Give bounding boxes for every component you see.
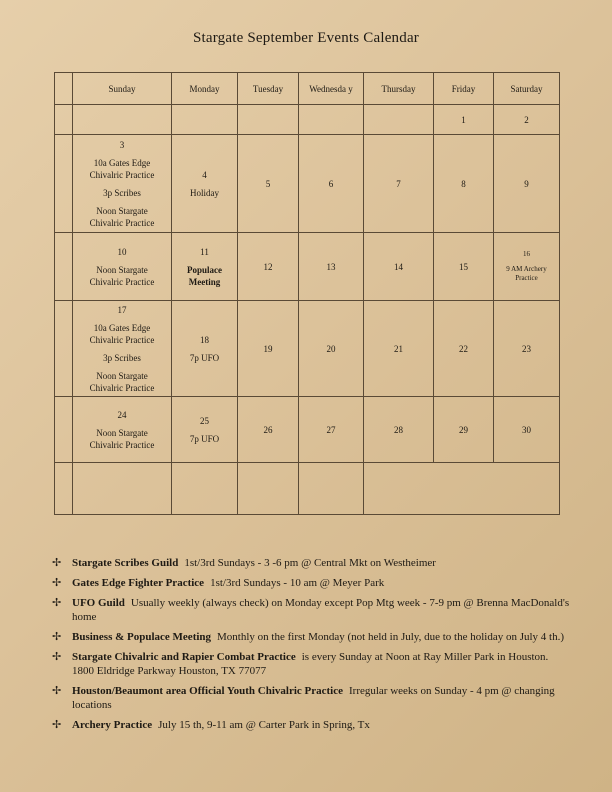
week-gutter [55, 233, 73, 301]
day-cell: 6 [299, 135, 364, 233]
day-cell [172, 397, 238, 463]
day-header-tuesday: Tuesday [238, 73, 299, 105]
event-text: Noon Stargate Chivalric Practice [89, 205, 155, 228]
day-cell: 29 [434, 397, 494, 463]
day-cell: 19 [238, 301, 299, 397]
day-header-sunday: Sunday [73, 73, 172, 105]
week-gutter [55, 73, 73, 105]
day-header-wednesday: Wednesda y [299, 73, 364, 105]
day-cell [364, 463, 560, 515]
week-gutter [55, 463, 73, 515]
day-cell: 9 [494, 135, 560, 233]
note-text: is every Sunday at Noon at Ray Miller Park in Houston. 1800 Eldridge Parkway Houston, TX 77077 [72, 651, 549, 677]
event-text: 7p UFO [189, 433, 220, 444]
day-cell: 12 [238, 233, 299, 301]
day-header-thursday: Thursday [364, 73, 434, 105]
day-cell [73, 301, 172, 397]
day-cell [73, 135, 172, 233]
week-gutter [55, 301, 73, 397]
day-header-saturday: Saturday [494, 73, 560, 105]
note-title: Gates Edge Fighter Practice [72, 577, 205, 589]
week-row [55, 105, 560, 135]
list-item [52, 576, 572, 590]
day-cell [172, 105, 238, 135]
date-number: 25 [200, 415, 209, 426]
date-number: 3 [119, 139, 125, 150]
day-cell: 15 [434, 233, 494, 301]
date-number: 11 [200, 246, 209, 257]
note-title: Archery Practice [72, 719, 153, 731]
day-header-friday: Friday [434, 73, 494, 105]
day-cell: 2 [494, 105, 560, 135]
week-row [55, 135, 560, 233]
day-cell: 20 [299, 301, 364, 397]
day-cell [73, 397, 172, 463]
day-cell [73, 463, 172, 515]
calendar-header-row [55, 73, 560, 105]
day-cell: 27 [299, 397, 364, 463]
event-notes-list [52, 556, 572, 738]
day-cell [299, 463, 364, 515]
note-text: Monthly on the first Monday (not held in July, due to the holiday on July 4 th.) [217, 631, 565, 643]
day-cell: 22 [434, 301, 494, 397]
week-gutter [55, 397, 73, 463]
cross-bullet-icon: ✢ [52, 597, 62, 609]
day-cell [238, 105, 299, 135]
cross-bullet-icon: ✢ [52, 577, 62, 589]
day-cell [364, 105, 434, 135]
week-gutter [55, 135, 73, 233]
event-text: 3p Scribes [103, 187, 141, 198]
day-cell: 26 [238, 397, 299, 463]
page-title: Stargate September Events Calendar [192, 30, 420, 46]
cross-bullet-icon: ✢ [52, 719, 62, 731]
week-row [55, 233, 560, 301]
note-title: UFO Guild [72, 597, 125, 609]
day-cell [299, 105, 364, 135]
note-text: Irregular weeks on Sunday - 4 pm @ changing locations [72, 685, 555, 711]
note-text: July 15 th, 9-11 am @ Carter Park in Spring, Tx [158, 719, 370, 731]
event-text: 10a Gates Edge Chivalric Practice [89, 322, 155, 345]
day-cell [172, 233, 238, 301]
event-text: Populace Meeting [187, 264, 222, 287]
event-text: 10a Gates Edge Chivalric Practice [89, 157, 155, 180]
note-title: Stargate Chivalric and Rapier Combat Practice [72, 651, 296, 663]
day-cell: 7 [364, 135, 434, 233]
note-title: Stargate Scribes Guild [72, 557, 179, 569]
note-title: Business & Populace Meeting [72, 631, 212, 643]
week-row [55, 463, 560, 515]
list-item [52, 650, 572, 678]
day-cell [172, 463, 238, 515]
cross-bullet-icon: ✢ [52, 685, 62, 697]
day-cell: 13 [299, 233, 364, 301]
event-text: 9 AM Archery Practice [506, 265, 547, 282]
cross-bullet-icon: ✢ [52, 631, 62, 643]
event-text: Noon Stargate Chivalric Practice [89, 264, 155, 287]
date-number: 18 [200, 334, 209, 345]
note-text: 1st/3rd Sundays - 10 am @ Meyer Park [210, 577, 385, 589]
day-cell [172, 301, 238, 397]
date-number: 10 [117, 246, 127, 257]
list-item [52, 556, 572, 570]
note-text: Usually weekly (always check) on Monday except Pop Mtg week - 7-9 pm @ Brenna MacDonald's home [72, 597, 570, 623]
date-number: 16 [523, 250, 530, 258]
list-item [52, 630, 572, 644]
day-cell [238, 463, 299, 515]
note-title: Houston/Beaumont area Official Youth Chivalric Practice [72, 685, 343, 697]
list-item [52, 596, 572, 624]
calendar-table [54, 72, 560, 515]
date-number: 4 [202, 169, 207, 180]
day-cell [494, 233, 560, 301]
date-number: 17 [117, 304, 127, 315]
day-cell: 5 [238, 135, 299, 233]
day-cell [73, 105, 172, 135]
cross-bullet-icon: ✢ [52, 651, 62, 663]
date-number: 24 [117, 410, 127, 420]
day-cell: 28 [364, 397, 434, 463]
list-item [52, 684, 572, 712]
note-text: 1st/3rd Sundays - 3 -6 pm @ Central Mkt on Westheimer [184, 557, 436, 569]
day-cell: 30 [494, 397, 560, 463]
day-header-monday: Monday [172, 73, 238, 105]
day-cell: 8 [434, 135, 494, 233]
event-text: Noon Stargate Chivalric Practice [89, 428, 155, 450]
day-cell: 23 [494, 301, 560, 397]
day-cell: 1 [434, 105, 494, 135]
day-cell: 14 [364, 233, 434, 301]
event-text: 3p Scribes [103, 352, 141, 363]
cross-bullet-icon: ✢ [52, 557, 62, 569]
event-text: Noon Stargate Chivalric Practice [89, 370, 155, 393]
week-row [55, 301, 560, 397]
list-item [52, 718, 572, 732]
week-row [55, 397, 560, 463]
day-cell [172, 135, 238, 233]
event-text: 7p UFO [189, 352, 220, 363]
event-text: Holiday [190, 187, 219, 198]
day-cell: 21 [364, 301, 434, 397]
week-gutter [55, 105, 73, 135]
day-cell [73, 233, 172, 301]
